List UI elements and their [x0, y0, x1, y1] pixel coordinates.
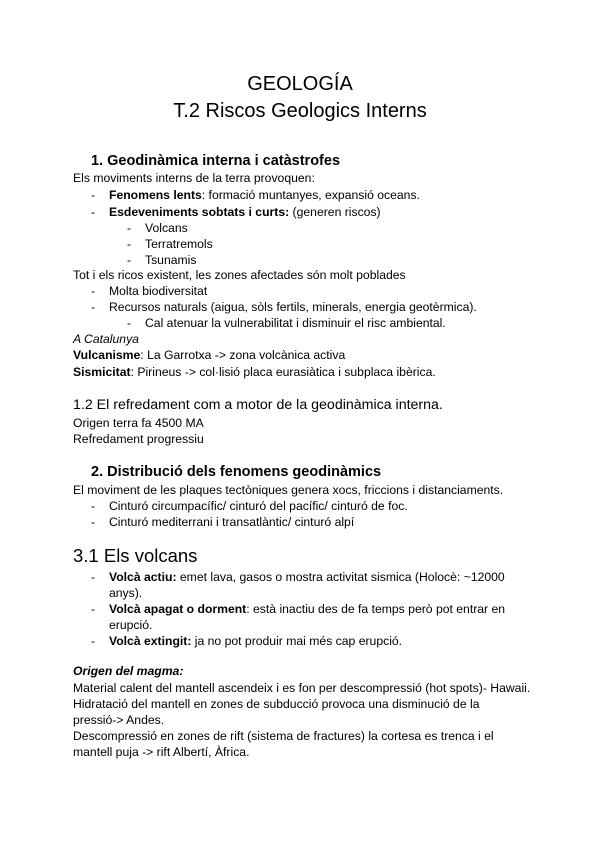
- list-item: [109, 570, 505, 585]
- list-item: [109, 205, 381, 220]
- paragraph: pressió-> Andes.: [73, 713, 165, 727]
- paragraph: Tot i els ricos existent, les zones afectades són molt poblades: [73, 268, 406, 282]
- bullet-dash: -: [91, 284, 96, 298]
- section-3-1-heading: 3.1 Els volcans: [73, 545, 198, 566]
- paragraph: Descompressió en zones de rift (sistema de fractures) la cortesa es trenca i el: [73, 729, 494, 743]
- sub-list-item: Tsunamis: [145, 253, 197, 267]
- list-item: [109, 602, 505, 617]
- bullet-dash: -: [127, 237, 132, 251]
- bullet-dash: -: [127, 221, 132, 235]
- list-item-text: (generen riscos): [289, 205, 381, 219]
- list-item: [109, 188, 420, 203]
- document-title: GEOLOGÍA: [247, 73, 353, 95]
- document-subtitle: T.2 Riscos Geologics Interns: [173, 100, 427, 122]
- paragraph: [73, 365, 436, 380]
- list-item-text: : formació muntanyes, expansió oceans.: [201, 188, 420, 202]
- bullet-dash: -: [91, 205, 96, 219]
- paragraph: [73, 348, 345, 363]
- bullet-dash: -: [91, 570, 96, 584]
- list-item-bold: Fenomens lents: [109, 188, 202, 202]
- list-item-continuation: anys).: [109, 586, 143, 600]
- list-item-text: : està inactiu des de fa temps però pot entrar en: [246, 602, 506, 616]
- subheading-catalunya: A Catalunya: [73, 332, 139, 346]
- term-text: : La Garrotxa -> zona volcànica activa: [140, 348, 346, 362]
- sub-list-item: Cal atenuar la vulnerabilitat i disminuir el risc ambiental.: [145, 316, 446, 330]
- term-bold: Sismicitat: [73, 365, 131, 379]
- paragraph: Material calent del mantell ascendeix i es fon per descompressió (hot spots)- Hawaii.: [73, 681, 531, 695]
- list-item-bold: Volcà apagat o dorment: [109, 602, 247, 616]
- term-text: : Pirineus -> col·lisió placa eurasiàtica i subplaca ibèrica.: [130, 365, 436, 379]
- section-2-heading: 2. Distribució dels fenomens geodinàmics: [91, 464, 382, 480]
- section-1-2-heading: 1.2 El refredament com a motor de la geodinàmica interna.: [73, 397, 443, 413]
- bullet-dash: -: [127, 253, 132, 267]
- list-item-text: ja no pot produir mai més cap erupció.: [191, 634, 403, 648]
- subheading-origen-magma: Origen del magma:: [73, 664, 184, 678]
- list-item: Molta biodiversitat: [109, 284, 208, 298]
- list-item: [109, 634, 402, 649]
- term-bold: Vulcanisme: [73, 348, 141, 362]
- bullet-dash: -: [91, 300, 96, 314]
- bullet-dash: -: [91, 188, 96, 202]
- list-item: Recursos naturals (aigua, sòls fertils, minerals, energia geotèrmica).: [109, 300, 477, 314]
- list-item-bold: Volcà extingit:: [109, 634, 192, 648]
- list-item-bold: Volcà actiu:: [109, 570, 177, 584]
- list-item: Cinturó mediterrani i transatlàntic/ cinturó alpí: [109, 515, 355, 529]
- paragraph: Hidratació del mantell en zones de subducció provoca una disminució de la: [73, 697, 480, 711]
- section-1-intro: Els moviments interns de la terra provoquen:: [73, 171, 315, 185]
- sub-list-item: Terratremols: [145, 237, 213, 251]
- list-item-text: emet lava, gasos o mostra activitat sismica (Holocè: ~12000: [176, 570, 505, 584]
- bullet-dash: -: [127, 316, 132, 330]
- list-item: Cinturó circumpacífic/ cinturó del pacífic/ cinturó de foc.: [109, 499, 408, 513]
- list-item-bold: Esdeveniments sobtats i curts:: [109, 205, 290, 219]
- paragraph: Origen terra fa 4500 MA: [73, 416, 204, 430]
- paragraph: El moviment de les plaques tectòniques genera xocs, friccions i distanciaments.: [73, 483, 504, 497]
- bullet-dash: -: [91, 602, 96, 616]
- bullet-dash: -: [91, 499, 96, 513]
- bullet-dash: -: [91, 515, 96, 529]
- paragraph: Refredament progressiu: [73, 432, 204, 446]
- bullet-dash: -: [91, 634, 96, 648]
- section-1-heading: 1. Geodinàmica interna i catàstrofes: [91, 153, 341, 169]
- paragraph: mantell puja -> rift Albertí, Àfrica.: [73, 745, 250, 759]
- sub-list-item: Volcans: [145, 221, 188, 235]
- list-item-continuation: erupció.: [109, 618, 153, 632]
